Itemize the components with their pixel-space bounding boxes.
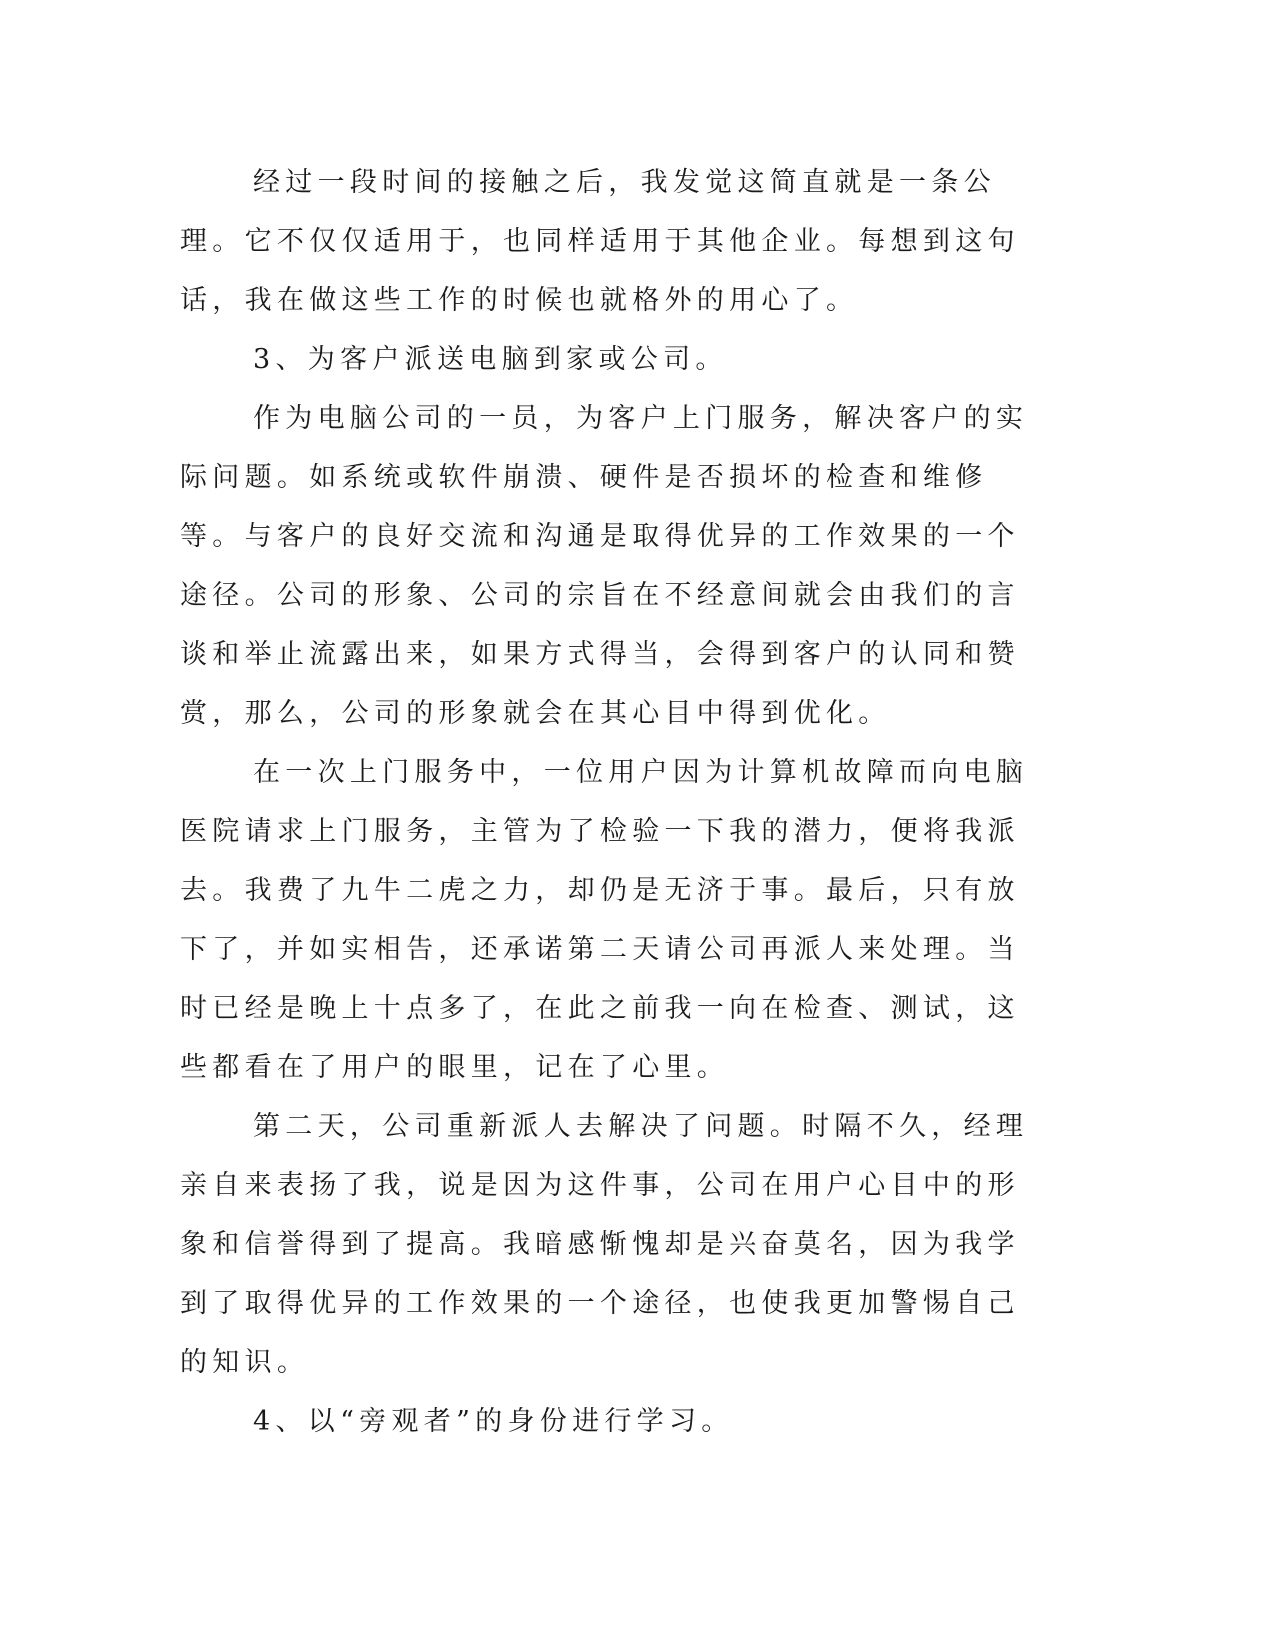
- paragraph-onsite-service: 作为电脑公司的一员，为客户上门服务，解决客户的实际问题。如系统或软件崩溃、硬件是否损坏的检查和维修等。与客户的良好交流和沟通是取得优异的工作效果的一个途径。公司的形象、公司的宗旨在不经意间就会由我们的言谈和举止流露出来，如果方式得当，会得到客户的认同和赞赏，那么，公司的形象就会在其心目中得到优化。: [180, 403, 1029, 729]
- paragraph-axiom: 经过一段时间的接触之后，我发觉这简直就是一条公理。它不仅仅适用于，也同样适用于其他企业。每想到这句话，我在做这些工作的时候也就格外的用心了。: [180, 167, 1020, 316]
- section-heading-4: 4、以“旁观者”的身份进行学习。: [253, 1406, 734, 1437]
- paragraph-next-day: 第二天，公司重新派人去解决了问题。时隔不久，经理亲自来表扬了我，说是因为这件事，公司在用户心目中的形象和信誉得到了提高。我暗感惭愧却是兴奋莫名，因为我学到了取得优异的工作效果的一个途径，也使我更加警惕自己的知识。: [180, 1111, 1029, 1378]
- paragraph-service-story: 在一次上门服务中，一位用户因为计算机故障而向电脑医院请求上门服务，主管为了检验一下我的潜力，便将我派去。我费了九牛二虎之力，却仍是无济于事。最后，只有放下了，并如实相告，还承诺第二天请公司再派人来处理。当时已经是晚上十点多了，在此之前我一向在检查、测试，这些都看在了用户的眼里，记在了心里。: [180, 757, 1029, 1083]
- section-heading-3: 3、为客户派送电脑到家或公司。: [253, 344, 728, 375]
- document-body: [180, 153, 1032, 1451]
